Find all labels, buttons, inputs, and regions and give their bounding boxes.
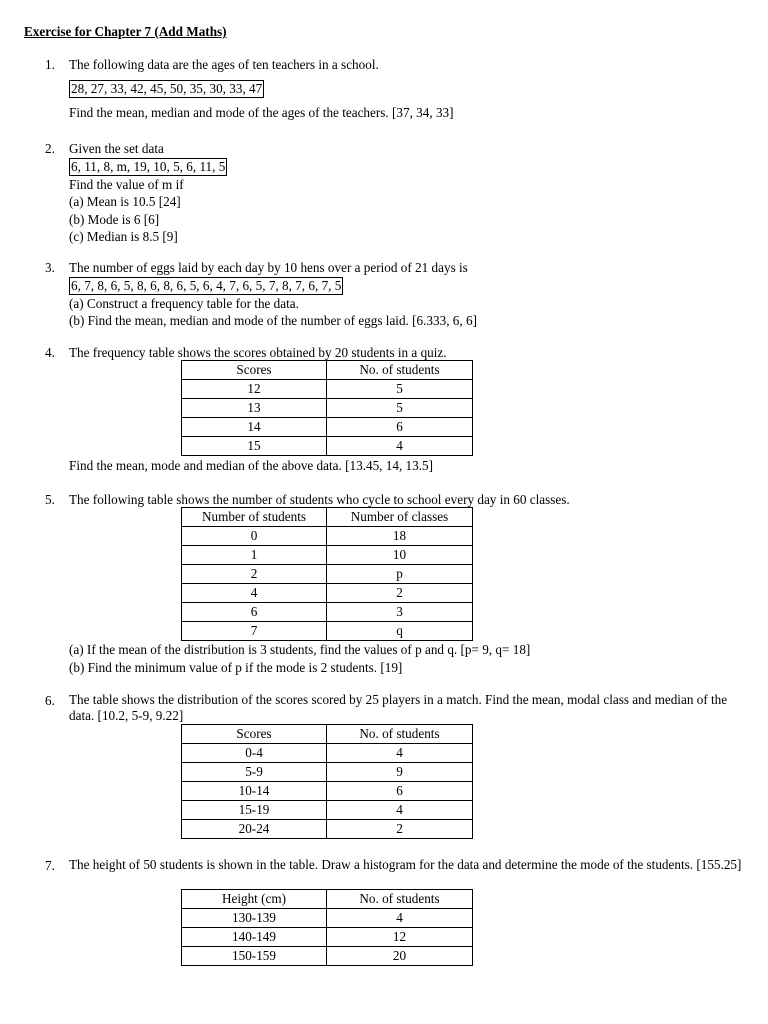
table-cell: 4 [327, 437, 473, 456]
table-cell: 10 [327, 546, 473, 565]
question-body [69, 259, 746, 330]
table-header-cell: Scores [182, 361, 327, 380]
table-row [182, 909, 473, 928]
question-body [69, 491, 746, 509]
table-row [182, 380, 473, 399]
table-cell: 15 [182, 437, 327, 456]
table-row [182, 947, 473, 966]
table-header-cell: Height (cm) [182, 890, 327, 909]
table-row [182, 565, 473, 584]
frequency-table-q5 [181, 507, 473, 641]
table-cell: 5-9 [182, 763, 327, 782]
table-cell: 2 [182, 565, 327, 584]
table-row [182, 820, 473, 839]
table-row [182, 527, 473, 546]
question-body [69, 344, 746, 362]
table-header-row [182, 890, 473, 909]
table-cell: 15-19 [182, 801, 327, 820]
question-text: Given the set data [69, 141, 164, 156]
table-header-row [182, 508, 473, 527]
table-cell: 4 [182, 584, 327, 603]
table-cell: 6 [182, 603, 327, 622]
table-header-row [182, 725, 473, 744]
table-cell: 12 [327, 928, 473, 947]
table-cell: 20 [327, 947, 473, 966]
table-cell: 150-159 [182, 947, 327, 966]
table-cell: 9 [327, 763, 473, 782]
frequency-table-q4 [181, 360, 473, 456]
table-cell: 4 [327, 801, 473, 820]
question-text: The number of eggs laid by each day by 10 hens over a period of 21 days is [69, 260, 468, 275]
part-a: (a) If the mean of the distribution is 3 students, find the values of p and q. [p= 9, q= 18] [69, 642, 531, 657]
table-header-cell: No. of students [327, 361, 473, 380]
part-a: (a) Construct a frequency table for the data. [69, 295, 299, 311]
table-cell: 4 [327, 909, 473, 928]
question-text: The following table shows the number of students who cycle to school every day in 60 classes. [69, 492, 570, 507]
part-b: (b) Mode is 6 [6] [69, 211, 160, 227]
table-cell: 140-149 [182, 928, 327, 947]
table-cell: p [327, 565, 473, 584]
part-c: (c) Median is 8.5 [9] [69, 229, 178, 244]
question-number: 5. [45, 492, 55, 507]
table-row [182, 546, 473, 565]
table-header-row [182, 361, 473, 380]
table-row [182, 437, 473, 456]
data-set-box: 6, 7, 8, 6, 5, 8, 6, 8, 6, 5, 6, 4, 7, 6, 5, 7, 8, 7, 6, 7, 5 [71, 277, 342, 293]
question-task: Find the mean, median and mode of the ages of the teachers. [37, 34, 33] [69, 104, 454, 120]
table-cell: q [327, 622, 473, 641]
table-cell: 10-14 [182, 782, 327, 801]
table-cell: 4 [327, 744, 473, 763]
frequency-table-q6 [181, 724, 473, 839]
table-cell: 0-4 [182, 744, 327, 763]
question-body [69, 641, 746, 676]
table-header-cell: No. of students [327, 725, 473, 744]
question-body [69, 692, 746, 724]
part-a: (a) Mean is 10.5 [24] [69, 194, 181, 209]
table-cell: 6 [327, 418, 473, 437]
data-set-box: 28, 27, 33, 42, 45, 50, 35, 30, 33, 47 [71, 80, 263, 96]
table-row [182, 763, 473, 782]
question-text: The height of 50 students is shown in the table. Draw a histogram for the data and determine the mode of the students. [155.25] [69, 857, 742, 872]
question-text: The table shows the distribution of the scores scored by 25 players in a match. Find the mean, modal class and median of the data. [10.2, 5-9, 9.22] [69, 692, 728, 723]
table-cell: 130-139 [182, 909, 327, 928]
table-row [182, 603, 473, 622]
question-body [69, 140, 746, 246]
table-cell: 12 [182, 380, 327, 399]
table-header-cell: Scores [182, 725, 327, 744]
question-task: Find the value of m if [69, 176, 184, 192]
question-text: The frequency table shows the scores obtained by 20 students in a quiz. [69, 345, 447, 360]
question-text: The following data are the ages of ten teachers in a school. [69, 57, 379, 72]
table-cell: 2 [327, 820, 473, 839]
question-number: 4. [45, 345, 55, 360]
table-cell: 14 [182, 418, 327, 437]
table-header-cell: Number of classes [327, 508, 473, 527]
table-cell: 13 [182, 399, 327, 418]
table-row [182, 622, 473, 641]
table-cell: 7 [182, 622, 327, 641]
question-body [69, 457, 746, 475]
question-task: Find the mean, mode and median of the above data. [13.45, 14, 13.5] [69, 458, 434, 473]
question-number: 7. [45, 858, 55, 873]
question-number: 6. [45, 693, 55, 708]
table-cell: 5 [327, 399, 473, 418]
part-b: (b) Find the mean, median and mode of the number of eggs laid. [6.333, 6, 6] [69, 313, 477, 328]
table-cell: 1 [182, 546, 327, 565]
table-row [182, 928, 473, 947]
table-cell: 6 [327, 782, 473, 801]
data-set-box: 6, 11, 8, m, 19, 10, 5, 6, 11, 5 [71, 158, 226, 174]
question-body [69, 56, 746, 121]
worksheet-title: Exercise for Chapter 7 (Add Maths) [24, 24, 227, 39]
table-header-cell: Number of students [182, 508, 327, 527]
question-body [69, 857, 746, 873]
table-cell: 5 [327, 380, 473, 399]
table-cell: 2 [327, 584, 473, 603]
table-row [182, 584, 473, 603]
table-row [182, 744, 473, 763]
table-cell: 3 [327, 603, 473, 622]
table-cell: 0 [182, 527, 327, 546]
table-cell: 20-24 [182, 820, 327, 839]
table-row [182, 399, 473, 418]
question-number: 1. [45, 57, 55, 72]
frequency-table-q7 [181, 889, 473, 966]
question-number: 2. [45, 141, 55, 156]
table-header-cell: No. of students [327, 890, 473, 909]
table-row [182, 418, 473, 437]
question-number: 3. [45, 260, 55, 275]
table-cell: 18 [327, 527, 473, 546]
part-b: (b) Find the minimum value of p if the mode is 2 students. [19] [69, 659, 403, 675]
table-row [182, 801, 473, 820]
table-row [182, 782, 473, 801]
